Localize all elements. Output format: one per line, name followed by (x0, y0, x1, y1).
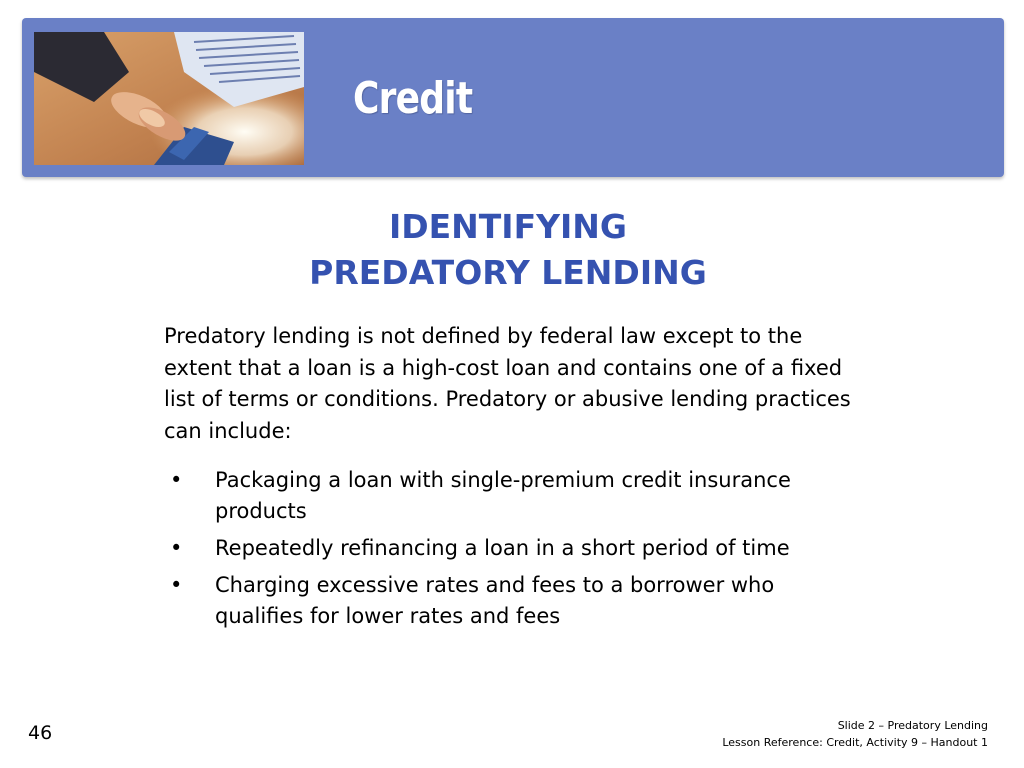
list-item (164, 570, 864, 632)
list-item-text: Charging excessive rates and fees to a borrower who qualifies for lower rates and fees (215, 573, 775, 628)
list-item (164, 533, 864, 564)
list-item-text: Packaging a loan with single-premium credit insurance products (215, 468, 791, 523)
page-title-line-2: PREDATORY LENDING (309, 253, 707, 292)
handshake-photo (34, 32, 304, 165)
footer-reference (722, 717, 988, 751)
lesson-reference: Lesson Reference: Credit, Activity 9 – Handout 1 (722, 736, 988, 749)
page-title (0, 204, 1016, 296)
list-item (164, 465, 864, 527)
practices-list (164, 465, 864, 638)
bullet-icon: • (170, 536, 183, 560)
slide-reference: Slide 2 – Predatory Lending (837, 719, 988, 732)
intro-paragraph: Predatory lending is not defined by federal law except to the extent that a loan is a high-cost loan and contains one of a fixed list of terms or conditions. Predatory or abusive lending practices can include: (164, 324, 851, 443)
page-number: 46 (28, 722, 53, 744)
bullet-icon: • (170, 573, 183, 597)
list-item-text: Repeatedly refinancing a loan in a short period of time (215, 536, 790, 560)
bullet-icon: • (170, 468, 183, 492)
page-title-line-1: IDENTIFYING (388, 207, 628, 246)
banner-title: Credit (353, 73, 473, 124)
header-banner (22, 18, 1004, 177)
handshake-photo-graphic (34, 32, 304, 165)
